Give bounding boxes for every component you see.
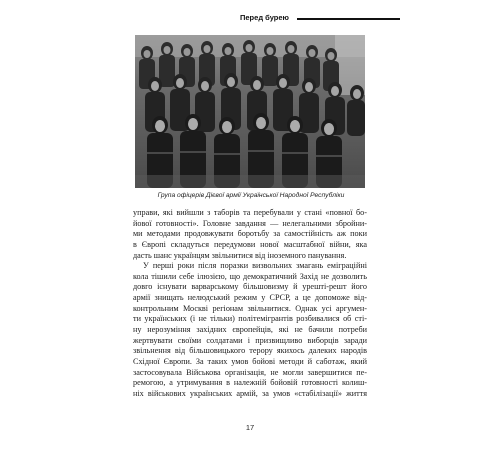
text-line: дасть шанс українцям звільнитися від іноземного панування. xyxy=(133,250,347,260)
text-line: ніх військових українських армій, за умов «стабілізації» життя xyxy=(133,388,367,398)
running-header: Перед бурею xyxy=(240,13,289,22)
text-line: довго існувати варварському більшовизму й урешті-решт його xyxy=(133,282,367,292)
text-line: ти українських (і не тільки) політемігрантів розбивалися об сті- xyxy=(133,314,367,324)
group-photo xyxy=(135,35,365,188)
text-line: У перші роки після поразки визвольних змагань еміграційні xyxy=(143,261,367,271)
text-line: в Європі складуться передумови нової масштабної війни, яка xyxy=(133,239,367,249)
header-rule xyxy=(297,18,400,20)
text-line: кола тішили себе ілюзією, що демократичний Захід не дозволить xyxy=(133,271,367,281)
text-line: Східної Європи. За таких умов бойові методи й саботаж, який xyxy=(133,356,367,366)
text-line: ремогою, а утримування в належній бойовій готовності колиш- xyxy=(133,378,367,388)
page-number: 17 xyxy=(245,423,255,432)
text-line: жертвувати своїми солдатами і призвищливо виборців заради xyxy=(133,335,367,345)
text-line: управи, які вийшли з таборів та перебували у стані «повної бо- xyxy=(133,208,367,217)
body-text xyxy=(133,208,367,400)
text-line: йової готовності». Головне завдання — нелегальними збройни- xyxy=(133,218,367,228)
figure-caption: Група офіцерів Дієвої армії Української Народної Республіки xyxy=(157,192,345,199)
text-line: ну нерозуміння західних європейців, які не бачили потреби xyxy=(133,325,367,335)
text-line: застосовувала Військова організація, не могли завершитися пе- xyxy=(133,367,367,377)
text-line: ми методами продовжувати боротьбу за самостійність аж поки xyxy=(133,229,367,239)
text-line: звільнення від більшовицького терору якихось далеких народів xyxy=(133,346,367,356)
text-line: армії знищать нелюдський режим у СРСР, а це допоможе від- xyxy=(133,293,367,303)
text-line: контрольним Москві регіонам звільнитися. Однак усі аргумен- xyxy=(133,303,367,313)
